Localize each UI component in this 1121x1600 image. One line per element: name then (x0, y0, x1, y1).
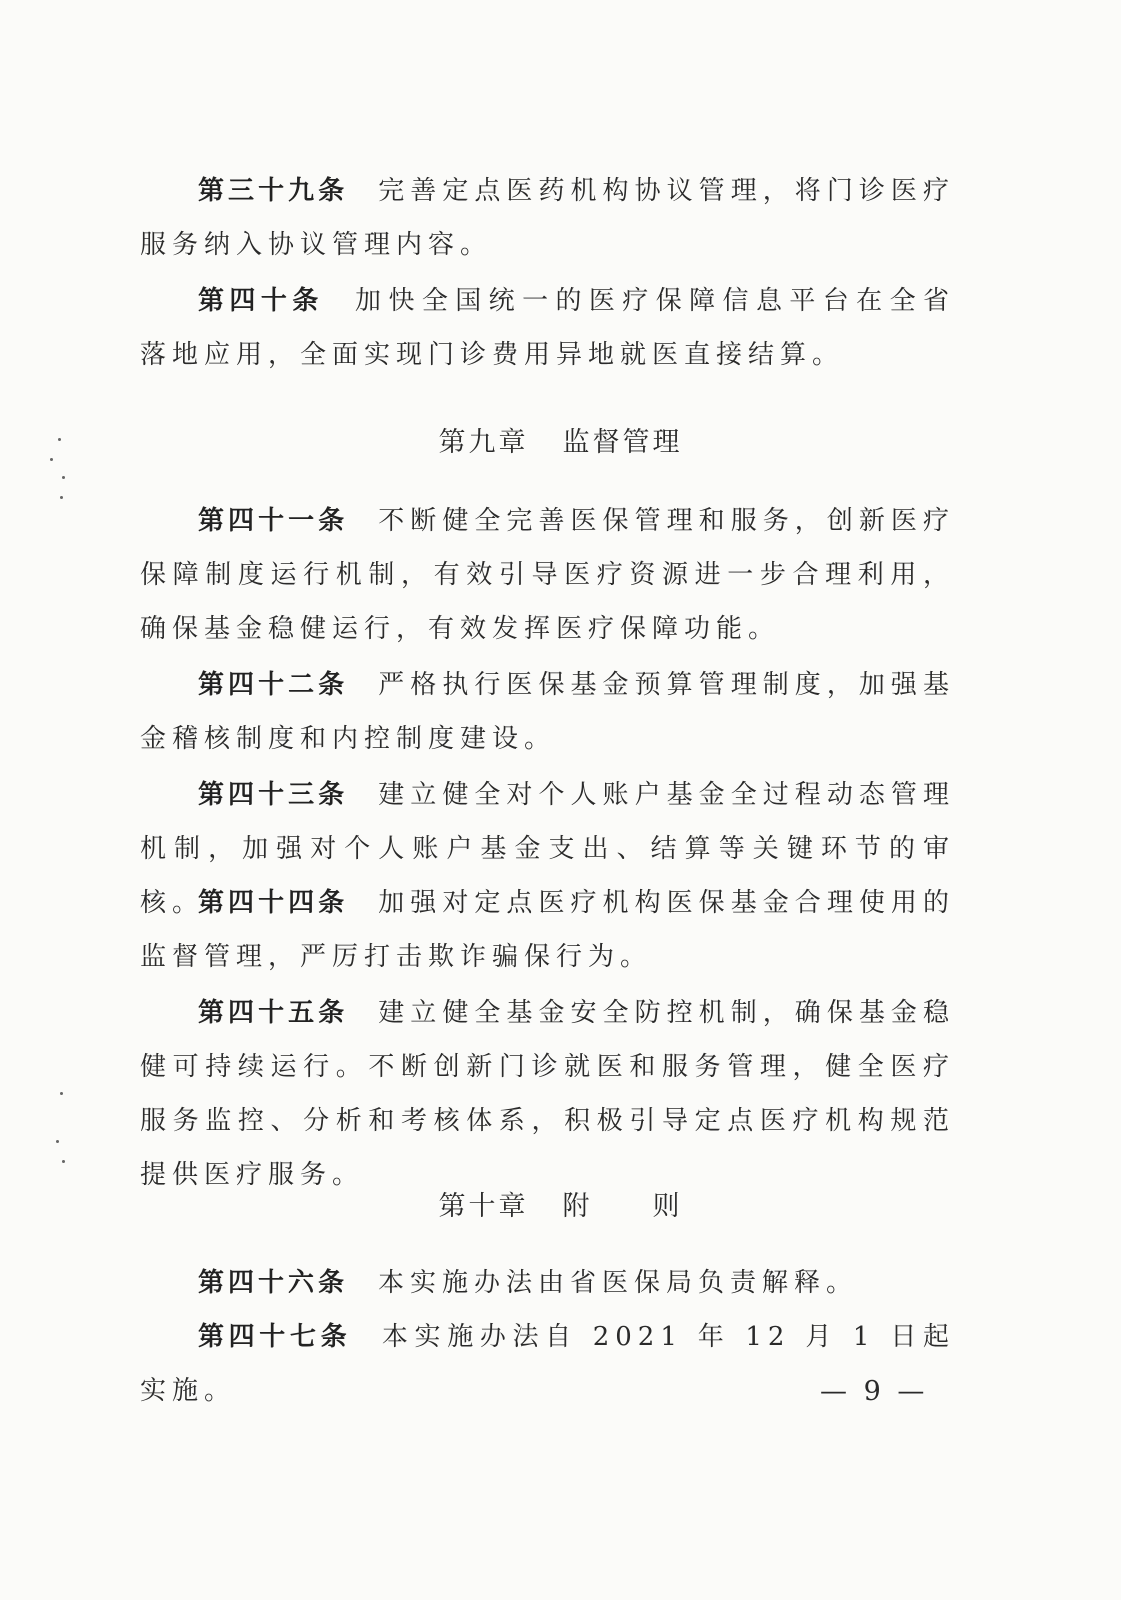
article-text: 加快全国统一的医疗保障信息平台在全省落地应用，全面实现门诊费用异地就医直接结算。 (140, 286, 955, 370)
article-39 (140, 164, 955, 272)
article-42 (140, 658, 955, 766)
chapter-number: 第九章 (438, 427, 529, 458)
article-label: 第四十一条 (198, 506, 349, 536)
page-dash-left: — (820, 1376, 851, 1407)
article-40 (140, 274, 955, 382)
article-text: 不断健全完善医保管理和服务，创新医疗保障制度运行机制，有效引导医疗资源进一步合理利用，确保基金稳健运行，有效发挥医疗保障功能。 (140, 506, 955, 644)
scan-speck (60, 496, 63, 499)
chapter-title-part-2: 则 (652, 1191, 683, 1222)
article-label: 第四十七条 (198, 1322, 352, 1352)
article-45 (140, 986, 955, 1202)
article-41 (140, 494, 955, 656)
article-label: 第四十五条 (198, 998, 349, 1028)
article-text: 严格执行医保基金预算管理制度，加强基金稽核制度和内控制度建设。 (140, 670, 955, 754)
article-label: 第四十条 (198, 286, 324, 316)
article-46 (140, 1256, 955, 1310)
article-text: 建立健全基金安全防控机制，确保基金稳健可持续运行。不断创新门诊就医和服务管理，健全医疗服务监控、分析和考核体系，积极引导定点医疗机构规范提供医疗服务。 (140, 998, 955, 1190)
scan-speck (50, 458, 53, 461)
chapter-10-heading (0, 1184, 1121, 1223)
scan-speck (58, 438, 61, 441)
article-text: 建立健全对个人账户基金全过程动态管理机制，加强对个人账户基金支出、结算等关键环节的审核。 (140, 780, 955, 918)
scan-speck (56, 1140, 59, 1143)
page-number-value: 9 (863, 1376, 885, 1407)
article-44 (140, 876, 955, 984)
article-label: 第四十四条 (198, 888, 349, 918)
article-label: 第三十九条 (198, 176, 349, 206)
article-label: 第四十三条 (198, 780, 349, 810)
article-text: 加强对定点医疗机构医保基金合理使用的监督管理，严厉打击欺诈骗保行为。 (140, 888, 955, 972)
chapter-title: 监督管理 (562, 427, 683, 458)
chapter-number: 第十章 (438, 1191, 529, 1222)
chapter-title-part-1: 附 (562, 1191, 593, 1222)
scan-speck (62, 1160, 65, 1163)
chapter-9-heading (0, 420, 1121, 459)
page-dash-right: — (897, 1376, 929, 1407)
scan-speck (60, 1092, 63, 1095)
article-text: 本实施办法自 2021 年 12 月 1 日起实施。 (140, 1322, 955, 1406)
article-text: 本实施办法由省医保局负责解释。 (378, 1268, 859, 1298)
article-label: 第四十二条 (198, 670, 349, 700)
article-label: 第四十六条 (198, 1268, 349, 1298)
page-number (820, 1376, 928, 1407)
scan-speck (62, 476, 65, 479)
article-text: 完善定点医药机构协议管理，将门诊医疗服务纳入协议管理内容。 (140, 176, 955, 260)
